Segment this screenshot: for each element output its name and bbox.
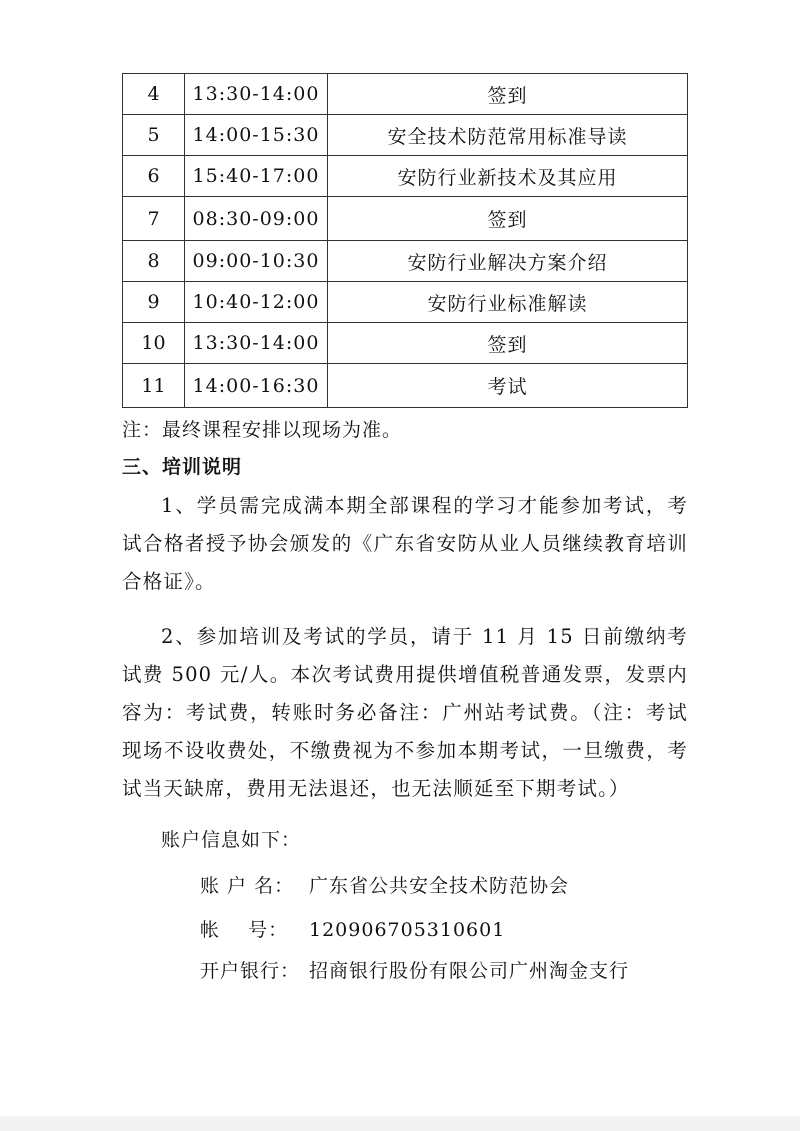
account-name-value: 广东省公共安全技术防范协会 (309, 875, 570, 897)
row-topic: 签到 (328, 197, 688, 241)
row-time: 15:40-17:00 (185, 156, 328, 197)
row-topic: 安全技术防范常用标准导读 (328, 115, 688, 156)
row-time: 13:30-14:00 (185, 74, 328, 115)
table-row (123, 241, 688, 282)
table-row (123, 323, 688, 364)
row-time: 14:00-16:30 (185, 364, 328, 408)
account-number-row (200, 915, 505, 942)
row-number: 10 (123, 323, 185, 364)
row-time: 10:40-12:00 (185, 282, 328, 323)
table-row (123, 197, 688, 241)
schedule-note: 注：最终课程安排以现场为准。 (122, 419, 403, 441)
table-row (123, 115, 688, 156)
row-number: 6 (123, 156, 185, 197)
bank-value: 招商银行股份有限公司广州淘金支行 (309, 960, 630, 982)
account-number-value: 120906705310601 (309, 919, 506, 941)
account-info-title: 账户信息如下： (161, 829, 302, 851)
row-topic: 安防行业解决方案介绍 (328, 241, 688, 282)
row-time: 09:00-10:30 (185, 241, 328, 282)
row-number: 5 (123, 115, 185, 156)
table-row (123, 74, 688, 115)
row-topic: 签到 (328, 323, 688, 364)
row-number: 11 (123, 364, 185, 408)
table-row (123, 156, 688, 197)
row-topic: 考试 (328, 364, 688, 408)
row-number: 8 (123, 241, 185, 282)
row-time: 14:00-15:30 (185, 115, 328, 156)
account-name-row (200, 871, 569, 898)
paragraph-exam-fee: 2、参加培训及考试的学员，请于 11 月 15 日前缴纳考试费 500 元/人。本次考试费用提供增值税普通发票，发票内容为：考试费，转账时务必备注：广州站考试费。（注：考试现场不设收费处，不缴费视为不参加本期考试，一旦缴费，考试当天缺席，费用无法退还，也无法顺延至下期考试。） (122, 625, 688, 800)
table-row (123, 364, 688, 408)
page-bottom-edge (0, 1116, 800, 1131)
table-row (123, 282, 688, 323)
row-number: 7 (123, 197, 185, 241)
row-topic: 安防行业新技术及其应用 (328, 156, 688, 197)
bank-row (200, 956, 629, 983)
row-number: 9 (123, 282, 185, 323)
account-number-label: 帐 号： (200, 919, 289, 941)
row-topic: 签到 (328, 74, 688, 115)
row-time: 13:30-14:00 (185, 323, 328, 364)
section-heading: 三、培训说明 (122, 456, 243, 478)
row-topic: 安防行业标准解读 (328, 282, 688, 323)
account-name-label: 账 户 名： (200, 875, 295, 897)
row-time: 08:30-09:00 (185, 197, 328, 241)
bank-label: 开户银行： (200, 960, 301, 982)
row-number: 4 (123, 74, 185, 115)
paragraph-exam-requirement: 1、学员需完成满本期全部课程的学习才能参加考试，考试合格者授予协会颁发的《广东省安防从业人员继续教育培训合格证》。 (122, 494, 688, 593)
schedule-table (122, 73, 688, 408)
